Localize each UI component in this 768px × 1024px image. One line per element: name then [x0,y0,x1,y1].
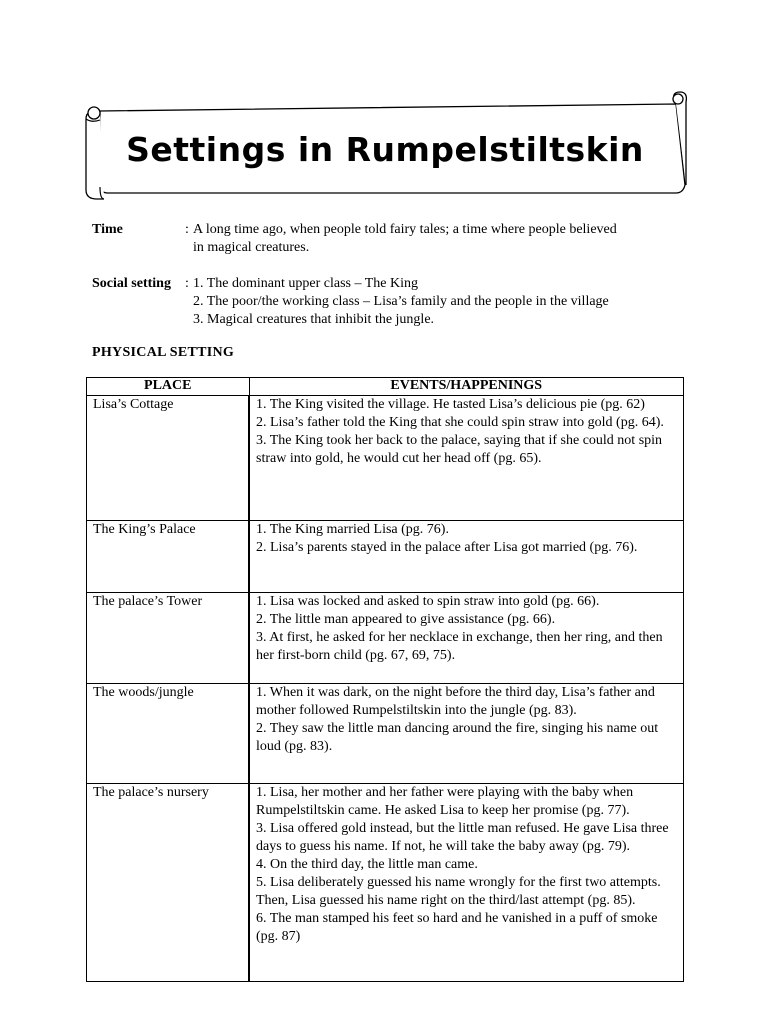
table-row [87,521,684,593]
event-item: 1. The King visited the village. He tasted Lisa’s delicious pie (pg. 62) [256,397,645,412]
event-item: 2. Lisa’s father told the King that she could spin straw into gold (pg. 64). [256,415,664,430]
social-setting-value [193,275,673,329]
event-item: 3. The King took her back to the palace, saying that if she could not spin straw into gold, he would cut her head off (pg. 65). [256,433,663,466]
social-line: 1. The dominant upper class – The King [193,276,418,291]
time-colon: : [185,222,189,237]
column-header-place: PLACE [87,378,250,396]
place-cell: The woods/jungle [87,684,250,784]
social-line: 3. Magical creatures that inhibit the jungle. [193,312,435,327]
physical-setting-table [86,377,684,982]
social-setting-colon: : [185,276,189,291]
title-scroll-banner [0,0,768,230]
event-item: 2. The little man appeared to give assistance (pg. 66). [256,612,556,627]
event-item: 5. Lisa deliberately guessed his name wrongly for the first two attempts. Then, Lisa guessed his name right on the third/last attempt (pg. 85). [256,875,661,908]
event-item: 2. They saw the little man dancing around the fire, singing his name out loud (pg. 83). [256,721,659,754]
column-header-events: EVENTS/HAPPENINGS [249,378,684,396]
event-item: 3. Lisa offered gold instead, but the little man refused. He gave Lisa three days to guess his name. If not, he will take the baby away (pg. 79). [256,821,669,854]
time-section [92,221,692,257]
event-item: 1. Lisa was locked and asked to spin straw into gold (pg. 66). [256,594,600,609]
social-line: 2. The poor/the working class – Lisa’s family and the people in the village [193,294,609,309]
place-cell: Lisa’s Cottage [87,396,250,521]
event-item: 3. At first, he asked for her necklace in exchange, then her ring, and then her first-born child (pg. 67, 69, 75). [256,630,663,663]
social-setting-label: Social setting [92,276,171,291]
physical-setting-heading: PHYSICAL SETTING [92,345,235,360]
events-cell [249,593,684,684]
event-item: 4. On the third day, the little man came. [256,857,478,872]
table-row [87,396,684,521]
events-cell [249,521,684,593]
place-cell: The palace’s nursery [87,784,250,982]
table-row [87,784,684,982]
place-cell: The palace’s Tower [87,593,250,684]
page-title: Settings in Rumpelstiltskin [126,130,644,169]
table-row [87,593,684,684]
event-item: 1. The King married Lisa (pg. 76). [256,522,449,537]
events-cell [249,396,684,521]
place-cell: The King’s Palace [87,521,250,593]
event-item: 1. When it was dark, on the night before the third day, Lisa’s father and mother followed Rumpelstiltskin into the jungle (pg. 83). [256,685,655,718]
table-row [87,684,684,784]
time-label: Time [92,222,123,237]
time-line: A long time ago, when people told fairy tales; a time where people believed [193,222,617,237]
time-line: in magical creatures. [193,240,310,255]
event-item: 1. Lisa, her mother and her father were playing with the baby when Rumpelstiltskin came. He asked Lisa to keep her promise (pg. 77). [256,785,634,818]
table-header-row [87,378,684,396]
event-item: 2. Lisa’s parents stayed in the palace after Lisa got married (pg. 76). [256,540,638,555]
events-cell [249,784,684,982]
time-value [193,221,673,257]
events-cell [249,684,684,784]
event-item: 6. The man stamped his feet so hard and he vanished in a puff of smoke (pg. 87) [256,911,658,944]
social-setting-section [92,275,692,329]
